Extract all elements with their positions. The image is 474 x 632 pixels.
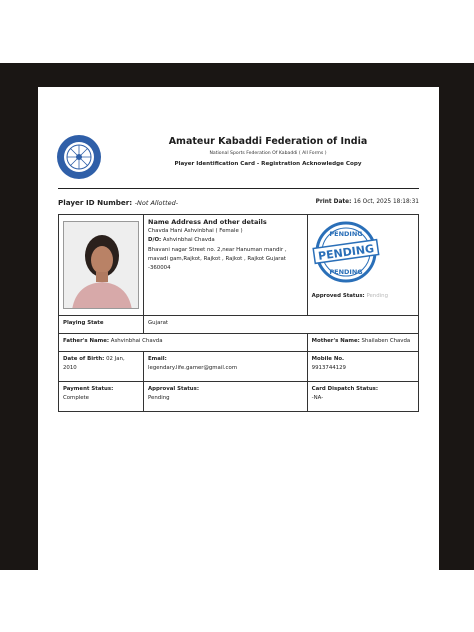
photo-cell <box>59 215 144 316</box>
player-details-table <box>58 214 419 412</box>
mother-name-cell <box>307 334 418 352</box>
payment-status-value: Complete <box>63 395 89 401</box>
player-id-value: -Not Allotted- <box>134 199 179 207</box>
player-name: Chavda Hani Ashvinbhai ( Female ) <box>148 228 243 234</box>
card-dispatch-value: -NA- <box>311 395 324 401</box>
payment-cell <box>59 382 144 412</box>
mobile-label: Mobile No. <box>311 356 345 362</box>
address-line-3: -360004 <box>148 265 171 271</box>
email-value: legendary.life.gamer@gmail.com <box>148 365 238 371</box>
print-date <box>316 199 419 205</box>
email-label: Email: <box>148 356 167 362</box>
father-name-value: Ashvinbhai Chavda <box>110 338 163 344</box>
table-row <box>59 352 419 382</box>
guardian-line <box>148 236 303 245</box>
approved-status-label: Approved Status: <box>311 293 365 299</box>
org-subtitle: National Sports Federation Of Kabaddi ( All Forms ) <box>209 151 327 156</box>
dob-value: 02 Jan, 2010 <box>63 356 125 371</box>
mother-name-value: Shailaben Chavda <box>361 338 411 344</box>
player-id-label: Player ID Number: <box>58 198 133 207</box>
org-name: Amateur Kabaddi Federation of India <box>168 136 368 147</box>
header-divider <box>58 188 419 189</box>
stamp-bottom-text: PENDING <box>329 268 363 276</box>
mobile-value: 9913744129 <box>311 365 346 371</box>
details-cell <box>144 215 308 316</box>
father-name-cell <box>59 334 308 352</box>
guardian-value: Ashvinbhai Chavda <box>162 237 215 243</box>
dispatch-cell <box>307 382 418 412</box>
player-photo <box>63 221 139 309</box>
status-stamp-cell <box>307 215 418 316</box>
playing-state-label: Playing State <box>59 316 144 334</box>
table-row <box>59 316 419 334</box>
address-line-2: mavadi gam,Rajkot, Rajkot , Rajkot , Rajkot Gujarat <box>148 256 286 262</box>
document-title: Player Identification Card - Registration Acknowledge Copy <box>174 161 362 167</box>
card-dispatch-label: Card Dispatch Status: <box>311 386 379 392</box>
print-date-value: 16 Oct, 2025 18:18:31 <box>353 199 419 205</box>
mother-name-label: Mother's Name: <box>311 338 360 344</box>
player-id <box>58 198 178 207</box>
acknowledgement-page <box>38 87 439 570</box>
details-heading: Name Address And other details <box>148 218 267 226</box>
email-cell <box>144 352 308 382</box>
approved-status-value: Pending <box>366 293 388 299</box>
dob-label: Date of Birth: <box>63 356 105 362</box>
stamp-middle-text: PENDING <box>316 242 375 263</box>
table-row <box>59 382 419 412</box>
federation-logo <box>56 134 102 180</box>
table-row <box>59 334 419 352</box>
father-name-label: Father's Name: <box>63 338 110 344</box>
address-line-1: Bhavani nagar Street no. 2,near Hanuman mandir , <box>148 247 287 253</box>
pending-stamp-icon <box>312 220 380 284</box>
playing-state-value: Gujarat <box>144 316 419 334</box>
approved-status <box>312 292 414 301</box>
approval-status-label: Approval Status: <box>148 386 200 392</box>
stamp-top-text: PENDING <box>329 230 363 238</box>
mobile-cell <box>307 352 418 382</box>
guardian-label: D/O: <box>148 237 162 243</box>
approval-cell <box>144 382 308 412</box>
approval-status-value: Pending <box>148 395 170 401</box>
page-header <box>108 136 428 167</box>
table-row <box>59 215 419 316</box>
payment-status-label: Payment Status: <box>63 386 114 392</box>
print-date-label: Print Date: <box>315 199 352 205</box>
dob-cell <box>59 352 144 382</box>
